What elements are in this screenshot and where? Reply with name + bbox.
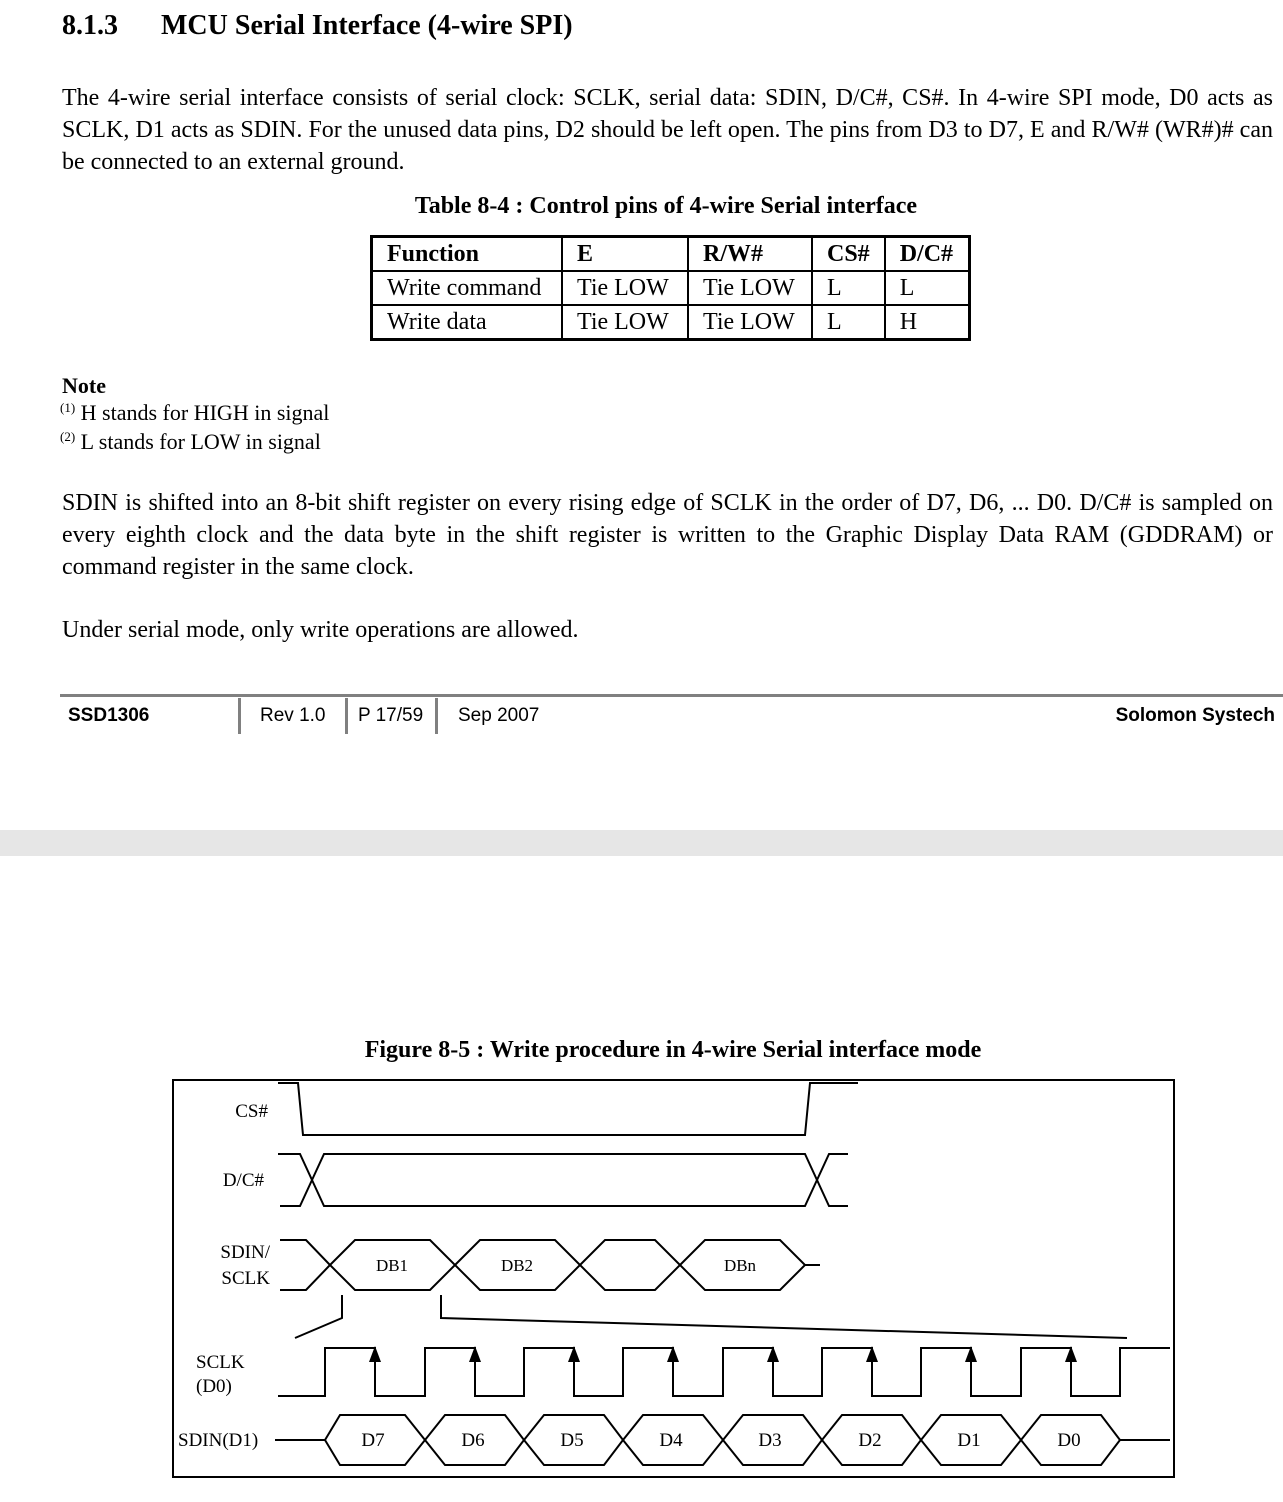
signal-label-cs: CS# [235, 1101, 268, 1122]
signal-label-sdin-sclk: SDIN/ [220, 1242, 270, 1263]
note-title: Note [62, 373, 106, 398]
figure-frame [173, 1080, 1174, 1477]
footer-company: Solomon Systech [1115, 705, 1275, 726]
table-cell: Tie LOW [688, 271, 812, 305]
cs-waveform [278, 1083, 858, 1135]
signal-label-sclk: SCLK [196, 1352, 245, 1373]
table-caption: Table 8-4 : Control pins of 4-wire Serial interface [414, 193, 918, 219]
bit-label: D4 [659, 1430, 683, 1451]
byte-cell-empty [580, 1240, 680, 1290]
bit-cell-d7 [275, 1415, 425, 1465]
zoom-line-right [441, 1295, 1127, 1338]
bit-label: D1 [957, 1430, 981, 1451]
bit-label: D3 [758, 1430, 782, 1451]
bit-label: D2 [858, 1430, 882, 1451]
footer-revision: Rev 1.0 [260, 705, 326, 726]
table-cell: Tie LOW [562, 305, 688, 340]
dc-waveform [312, 1154, 848, 1180]
bit-label: D0 [1057, 1430, 1081, 1451]
byte-waveform-start [280, 1240, 330, 1290]
bit-label: D7 [361, 1430, 385, 1451]
table-header-cell: Function [372, 237, 563, 272]
section-title: MCU Serial Interface (4-wire SPI) [161, 10, 573, 41]
figure-caption: Figure 8-5 : Write procedure in 4-wire Serial interface mode [364, 1037, 982, 1063]
dc-waveform-start [278, 1154, 312, 1206]
signal-label-dc: D/C# [222, 1170, 264, 1191]
section-number: 8.1.3 [62, 10, 118, 41]
table-cell: L [812, 271, 885, 305]
dc-waveform [312, 1180, 848, 1206]
table-header-cell: R/W# [688, 237, 812, 272]
table-cell: Tie LOW [688, 305, 812, 340]
shift-register-paragraph: SDIN is shifted into an 8-bit shift register on every rising edge of SCLK in the order of D7, D6, ... D0. D/C# is sampled on every eighth clock and the data byte in the shift register is written to the Graphic Display Data RAM (GDDRAM) or command register in the same clock. [62, 490, 1273, 580]
byte-label: DB2 [500, 1256, 534, 1275]
note-marker: (1) [60, 400, 76, 415]
table-header-cell: E [562, 237, 688, 272]
table-cell: Tie LOW [562, 271, 688, 305]
note-text: H stands for HIGH in signal [80, 400, 330, 425]
signal-label-sdin-sclk: SCLK [221, 1268, 270, 1289]
serial-mode-paragraph: Under serial mode, only write operations are allowed. [62, 617, 579, 643]
sclk-waveform [278, 1348, 1170, 1396]
signal-label-sdin-d1: SDIN(D1) [178, 1430, 259, 1451]
table-header-cell: CS# [812, 237, 885, 272]
byte-label: DB1 [375, 1256, 409, 1275]
note-text: L stands for LOW in signal [80, 429, 321, 454]
intro-paragraph: The 4-wire serial interface consists of serial clock: SCLK, serial data: SDIN, D/C#, CS#. In 4-wire SPI mode, D0 acts as SCLK, D1 acts as SDIN. For the unused data pins, D2 should be left open. The pins from D3 to D7, E and R/W# (WR#)# can be connected to an external ground. [62, 85, 1273, 175]
note-marker: (2) [60, 429, 76, 444]
table-cell: H [885, 305, 970, 340]
footer-page: P 17/59 [358, 705, 424, 726]
bit-label: D5 [560, 1430, 584, 1451]
zoom-line-left [295, 1295, 342, 1338]
byte-label: DBn [723, 1256, 757, 1275]
table-cell: L [885, 271, 970, 305]
footer-part-number: SSD1306 [68, 705, 150, 726]
footer-date: Sep 2007 [458, 705, 540, 726]
table-cell: Write data [372, 305, 563, 340]
table-cell: Write command [372, 271, 563, 305]
table-cell: L [812, 305, 885, 340]
bit-label: D6 [461, 1430, 485, 1451]
table-header-cell: D/C# [885, 237, 970, 272]
signal-label-sclk: (D0) [196, 1376, 232, 1397]
